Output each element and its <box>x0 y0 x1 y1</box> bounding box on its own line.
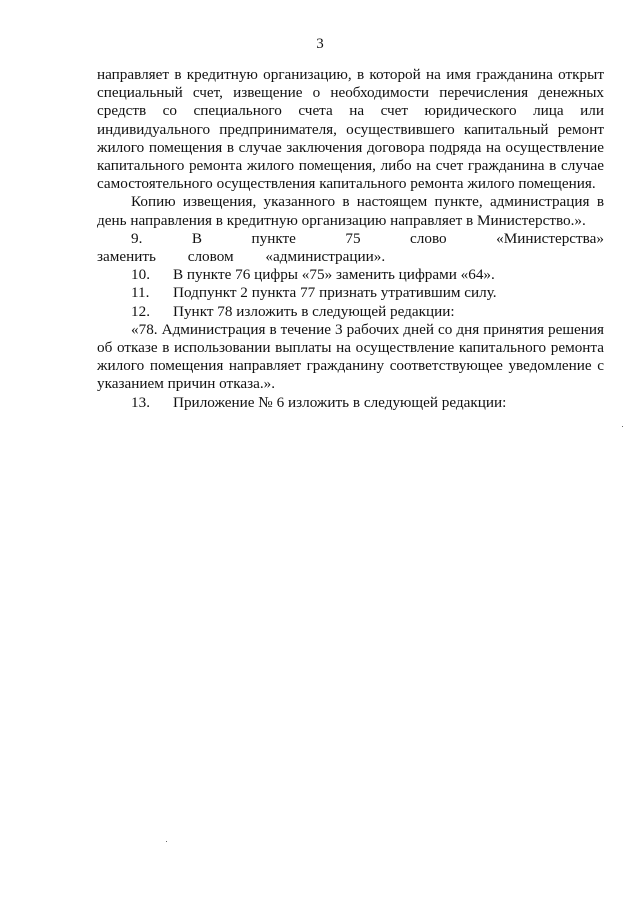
list-item-10 <box>97 266 604 284</box>
scan-speck <box>622 426 623 427</box>
list-item-12 <box>97 303 604 321</box>
page-number: 3 <box>316 36 324 52</box>
paragraph-extradition-notice: направляет в кредитную организацию, в которой на имя гражданина открыт специальный счет, извещение о необходимости перечисления денежных средств со специального счета на счет юридического лица или индивидуального предпринимателя, осуществившего капитальный ремонт жилого помещения в случае заключения договора подряда на осуществление капитального ремонта жилого помещения, либо на счет гражданина в случае самостоятельного осуществления капитального ремонта жилого помещения. <box>97 66 604 193</box>
list-item-text: В пункте 76 цифры «75» заменить цифрами «64». <box>173 266 495 284</box>
list-item-number: 11. <box>131 284 150 302</box>
list-item-text: Приложение № 6 изложить в следующей редакции: <box>173 393 507 411</box>
list-item-text: Пункт 78 изложить в следующей редакции: <box>173 302 455 320</box>
paragraph-point-78: «78. Администрация в течение 3 рабочих дней со дня принятия решения об отказе в использовании выплаты на осуществление капитального ремонта жилого помещения направляет гражданину соответствующее уведомление с указанием причин отказа.». <box>97 320 604 393</box>
document-body <box>97 66 604 412</box>
list-item-11 <box>97 284 604 302</box>
list-item-text: Подпункт 2 пункта 77 признать утратившим силу. <box>173 284 497 302</box>
list-item-number: 10. <box>131 266 150 284</box>
scan-speck <box>166 841 167 842</box>
list-item-number: 13. <box>131 393 150 411</box>
list-item-number: 12. <box>131 302 150 320</box>
list-item-13 <box>97 394 604 412</box>
list-item-9: 9. В пункте 75 слово «Министерства» заменить словом «администрации». <box>97 229 604 266</box>
paragraph-copy-notice: Копию извещения, указанного в настоящем пункте, администрация в день направления в кредитную организацию направляет в Министерство.». <box>97 193 604 229</box>
